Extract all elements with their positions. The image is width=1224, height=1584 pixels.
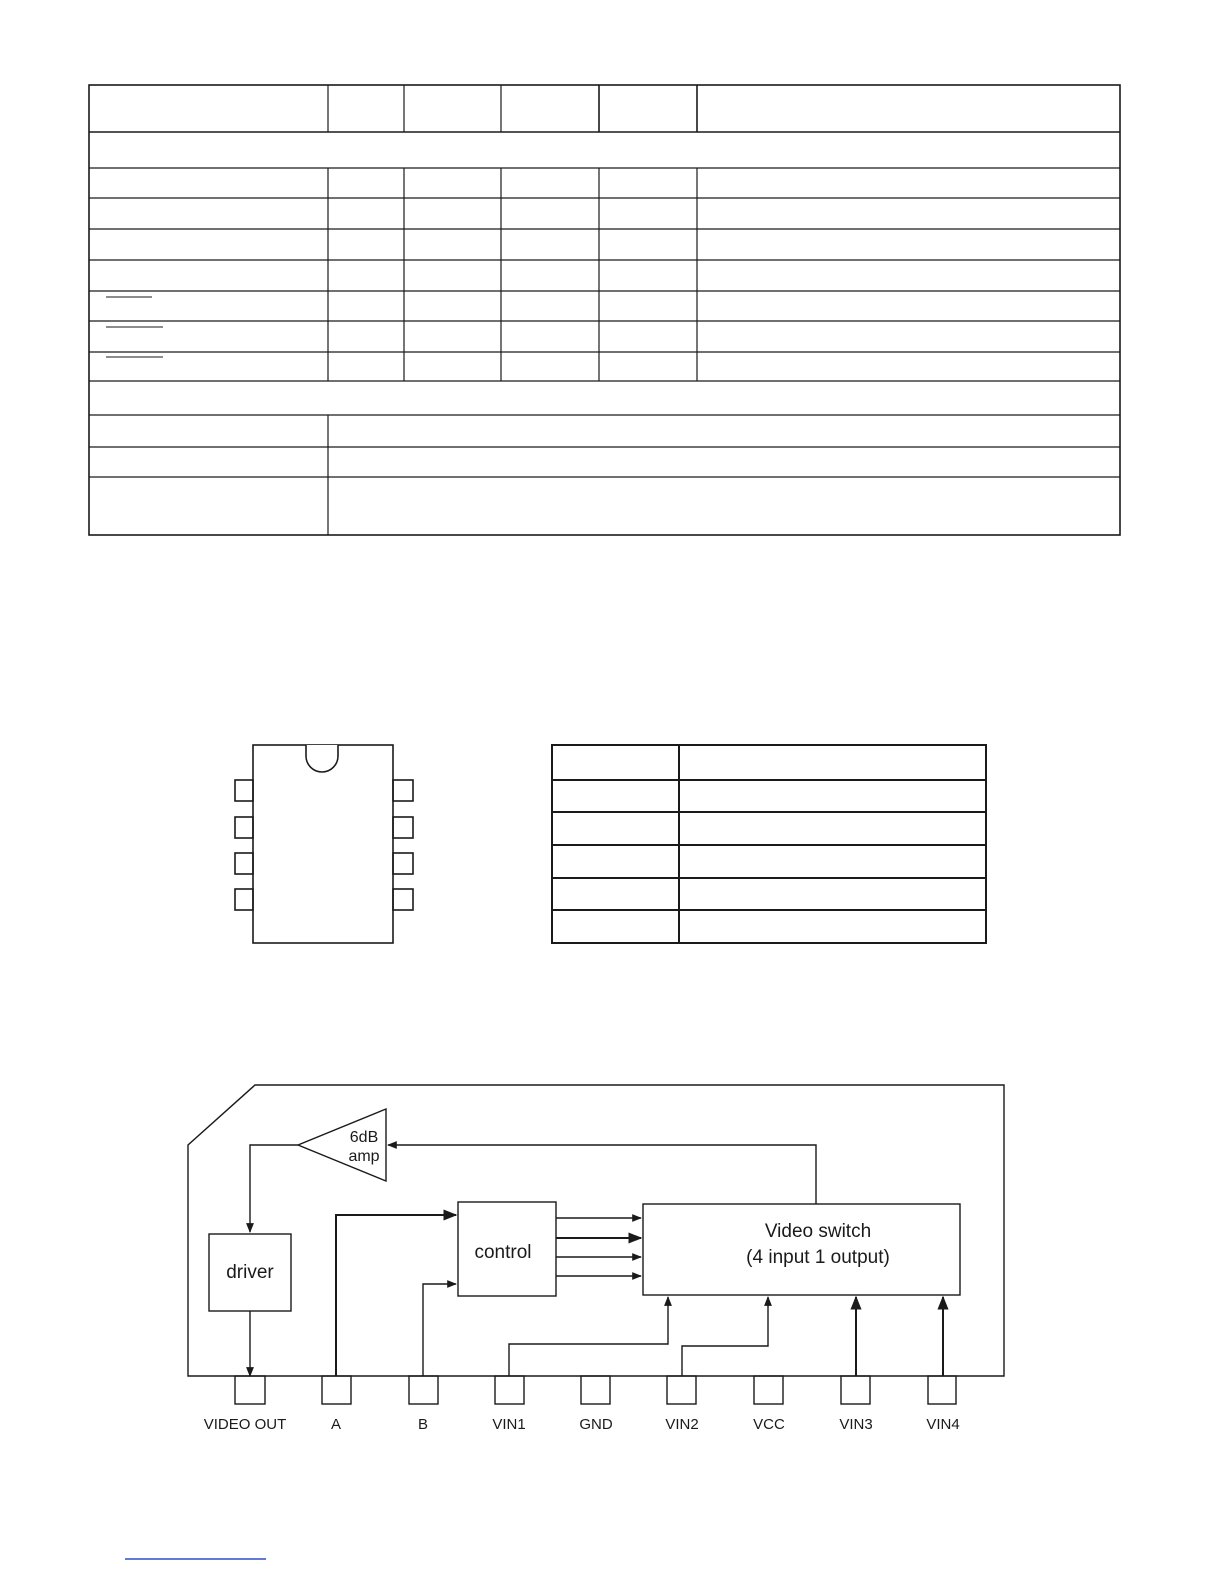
pin1-notch bbox=[306, 745, 338, 772]
pin-vin1-pad bbox=[495, 1376, 524, 1404]
switch-to-amp-line bbox=[388, 1145, 816, 1204]
vin1-to-switch-line bbox=[509, 1297, 668, 1376]
package-pin bbox=[235, 780, 253, 801]
pin-vin4-pad bbox=[928, 1376, 956, 1404]
pin-label: VIDEO OUT bbox=[203, 1416, 287, 1433]
pin-labels bbox=[204, 1416, 960, 1433]
amp-to-driver-line bbox=[250, 1145, 298, 1232]
package-pin bbox=[393, 853, 413, 874]
amp-label-line1: 6dB bbox=[349, 1129, 379, 1146]
package-pin bbox=[393, 817, 413, 838]
switch-label-line1: Video switch bbox=[764, 1221, 872, 1242]
pin-label: VIN3 bbox=[839, 1416, 873, 1433]
package-pin bbox=[235, 889, 253, 910]
driver-label: driver bbox=[226, 1262, 274, 1283]
pin-vin2-pad bbox=[667, 1376, 696, 1404]
spec-table-border bbox=[89, 85, 1120, 535]
package-pin bbox=[235, 853, 253, 874]
pin-label: A bbox=[330, 1416, 342, 1433]
pin-videoout-pad bbox=[235, 1376, 265, 1404]
chip-outline bbox=[188, 1085, 1004, 1376]
package-pin bbox=[393, 780, 413, 801]
a-to-control-line bbox=[336, 1215, 456, 1376]
dip8-package bbox=[235, 745, 413, 943]
block-diagram bbox=[188, 1085, 1004, 1404]
pin-vin3-pad bbox=[841, 1376, 870, 1404]
package-pin bbox=[235, 817, 253, 838]
vin2-to-switch-line bbox=[682, 1297, 768, 1376]
pin-vcc-pad bbox=[754, 1376, 783, 1404]
pin-table bbox=[552, 745, 986, 943]
control-label: control bbox=[474, 1242, 532, 1263]
b-to-control-line bbox=[423, 1284, 456, 1376]
amp-label-line2: amp bbox=[348, 1148, 380, 1165]
spec-table bbox=[89, 85, 1120, 535]
pin-gnd-pad bbox=[581, 1376, 610, 1404]
pin-b-pad bbox=[409, 1376, 438, 1404]
pin-label: VIN2 bbox=[665, 1416, 699, 1433]
pin-label: VIN4 bbox=[926, 1416, 960, 1433]
pin-label: B bbox=[417, 1416, 429, 1433]
pin-label: GND bbox=[579, 1416, 613, 1433]
pin-label: VCC bbox=[753, 1416, 785, 1433]
pin-a-pad bbox=[322, 1376, 351, 1404]
switch-label-line2: (4 input 1 output) bbox=[746, 1247, 890, 1268]
package-pin bbox=[393, 889, 413, 910]
package-body bbox=[253, 745, 393, 943]
pin-label: VIN1 bbox=[492, 1416, 526, 1433]
